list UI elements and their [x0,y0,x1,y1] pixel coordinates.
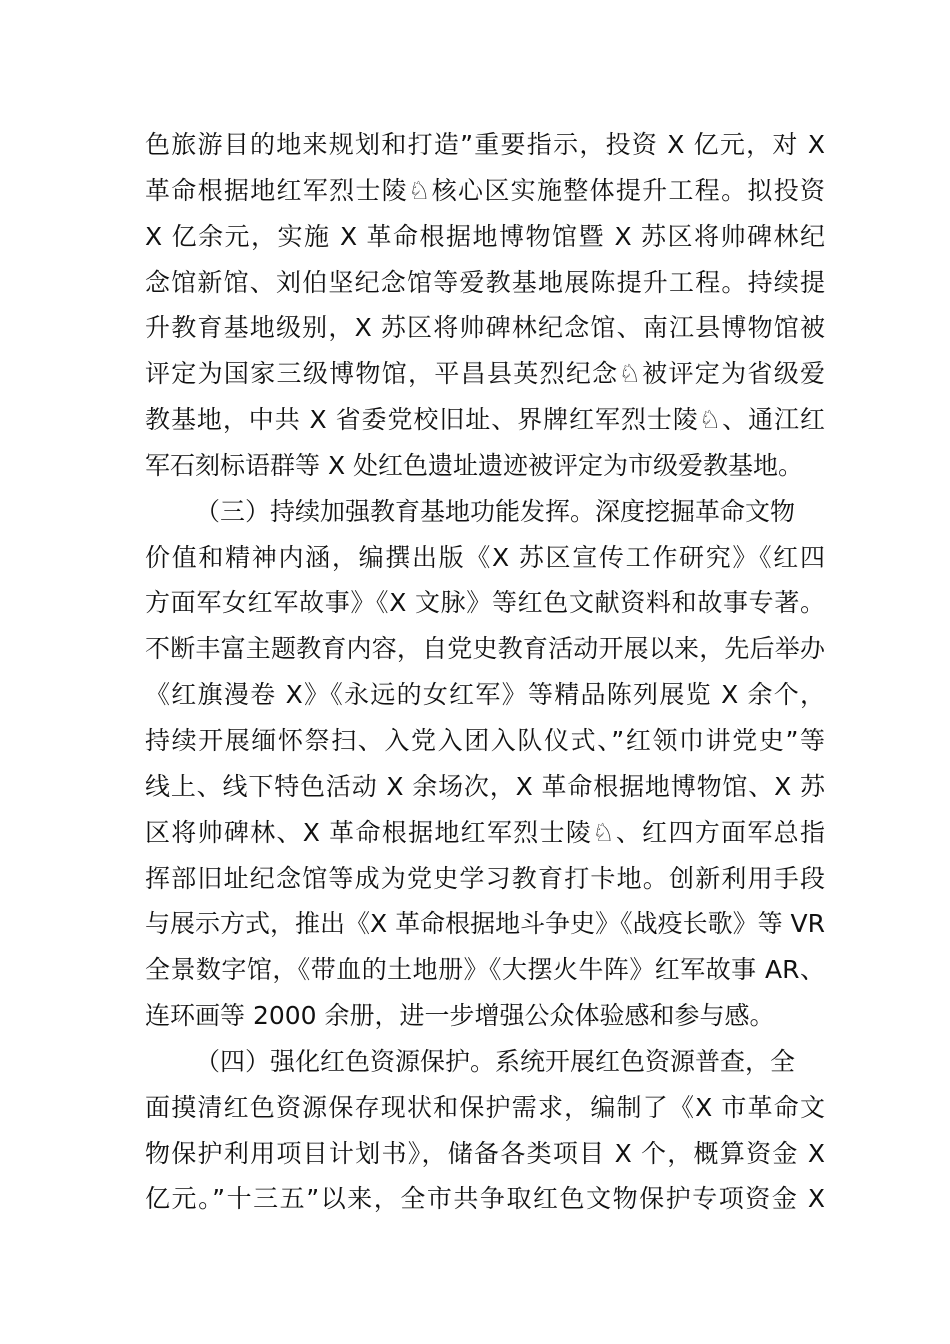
text-line: 区将帅碑林、X 革命根据地红军烈士陵♘、红四方面军总指 [145,817,825,847]
text-line: 念馆新馆、刘伯坚纪念馆等爱教基地展陈提升工程。持续提 [145,267,825,297]
text-line: 军石刻标语群等 X 处红色遗址遗迹被评定为市级爱教基地。 [145,450,804,480]
text-line: 全景数字馆，《带血的土地册》《大摆火牛阵》红军故事 AR、 [145,955,825,985]
text-line: 物保护利用项目计划书》，储备各类项目 X 个，概算资金 X [145,1138,825,1168]
text-line: 评定为国家三级博物馆，平昌县英烈纪念♘被评定为省级爱 [145,359,825,389]
text-line: 升教育基地级别，X 苏区将帅碑林纪念馆、南江县博物馆被 [145,313,825,343]
text-line: 挥部旧址纪念馆等成为党史学习教育打卡地。创新利用手段 [145,863,825,893]
text-line: X 亿余元，实施 X 革命根据地博物馆暨 X 苏区将帅碑林纪 [145,221,825,251]
text-line: 《红旗漫卷 X》《永远的女红军》等精品陈列展览 X 余个， [145,680,825,710]
text-line: 面摸清红色资源保存现状和保护需求，编制了《X 市革命文 [145,1092,825,1122]
text-line: 方面军女红军故事》《X 文脉》等红色文献资料和故事专著。 [145,588,825,618]
text-line: 连环画等 2000 余册，进一步增强公众体验感和参与感。 [145,1001,775,1031]
text-line: 线上、线下特色活动 X 余场次，X 革命根据地博物馆、X 苏 [145,771,825,801]
text-line: 革命根据地红军烈士陵♘核心区实施整体提升工程。拟投资 [145,175,825,205]
body-text [145,122,825,1222]
text-line: 与展示方式，推出《X 革命根据地斗争史》《战疫长歌》等 VR [145,909,825,939]
text-line: 教基地，中共 X 省委党校旧址、界牌红军烈士陵♘、通江红 [145,405,825,435]
paragraph-heading-line: （四）强化红色资源保护。系统开展红色资源普查，全 [195,1046,796,1076]
text-line: 不断丰富主题教育内容，自党史教育活动开展以来，先后举办 [145,634,825,664]
text-line: 色旅游目的地来规划和打造”重要指示，投资 X 亿元，对 X [145,130,825,159]
text-line: 持续开展缅怀祭扫、入党入团入队仪式、”红领巾讲党史”等 [145,725,825,755]
paragraph-heading-line: （三）持续加强教育基地功能发挥。深度挖掘革命文物 [195,496,796,526]
text-line: 亿元。”十三五”以来，全市共争取红色文物保护专项资金 X [145,1184,825,1214]
text-line: 价值和精神内涵，编撰出版《X 苏区宣传工作研究》《红四 [145,542,825,572]
